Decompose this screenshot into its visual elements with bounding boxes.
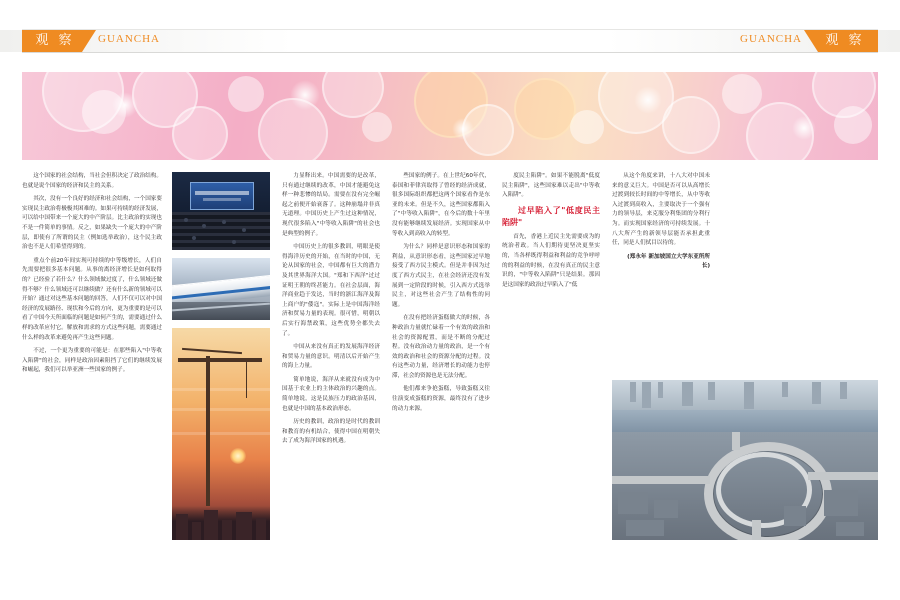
screen-subline-bar <box>203 198 241 201</box>
paragraph: 中国历史上的很多教训，明眼是使得海洋历史的开始，在当时的中国，无论从国家的社会，中国都有巨大的潜力及其世界海洋大国。"郑和下西洋"过过证明王朝的终甚能力。在社会层面，海洋商业趋于发达，当时的浙江海洋及海上商户的"倭寇"。实际上是中国海洋经济和贸易力量的表现。很可惜，明朝以后实行海禁政策，这些优势全都失去了。 <box>282 244 380 337</box>
header-latin-right: GUANCHA <box>740 33 802 45</box>
crane-mast <box>206 356 210 506</box>
river-water <box>612 410 878 434</box>
paragraph: 历史的教训，政治的是时代的教训和教育的有机结合，使得中国在明朝失去了成为海洋国家的机遇。 <box>282 419 380 445</box>
author-signature: (郑永年 新加坡国立大学东亚所所长) <box>627 253 710 270</box>
crane-jib <box>178 358 262 362</box>
stage-screen <box>190 182 254 210</box>
header-label-right: 观 察 <box>825 33 865 48</box>
setting-sun <box>230 448 246 464</box>
screen-headline-bar <box>195 191 249 195</box>
paragraph: 些国家的例子。在上世纪60年代，泰国和菲律宾取得了曾经的经济成就，很多国际组织都把这两个国家看作是东亚的未来。但是不久，这些国家都陷入了"中等收入陷阱"，在今后的数十年里没有能够继续发展经济。实现国家从中等收入到高收入的转型。 <box>392 173 490 237</box>
paragraph: 简单地说，海洋从来就没有成为中国基于农业上的主体政治的兴趣的点。简单地说，这是民族压力的政治基因，也就是中国的基本政治形态。 <box>282 376 380 412</box>
paragraph: 为什么？同样是意识形态和国家的利益，从意识形态看，这些国家过早地接受了西方民主模式。但是并非因为过度了西方式民主，在社会经济还没有发展到一定阶段的时候，引入西方式选举民主，对这些社会产生了结构性的问题。 <box>392 244 490 308</box>
crane-hook-line <box>246 362 247 398</box>
paragraph: 他们都来争抢蛋糕，导致蛋糕又往往演变成蛋糕的资源，最终没有了进步的动力来源。 <box>392 386 490 412</box>
paragraph: 这个国家的社会结构，当社会但积决定了政治结构。也就是说个国家的经济和民主的关系。 <box>22 173 162 189</box>
section-subheading: 过早陷入了"低度民主陷阱" <box>502 205 600 227</box>
city-highway-interchange-photo <box>612 380 878 540</box>
page-header <box>0 0 900 62</box>
crane-counter-jib <box>182 348 242 354</box>
paragraph: 不过，一个更为重要的可能是：在那些陷入"中等收入陷阱"的社会，同样是政治因素阻挡了它们的继续发展和崛起，我们可以举亚洲一些国家的例子。 <box>22 348 162 374</box>
paragraph: 在没有把经济蛋糕做大的时候，各种政治力量就忙碌着一个有效的政治和社会的资源配置，而是不断的分配过程。没有政治动力量的政治，是一个有效的政治和社会的资源分配的过程。没有这些动力量，经济增长的动能力也停滞，社会的资源也是无法分配。 <box>392 315 490 379</box>
high-speed-train-photo <box>172 258 270 320</box>
paragraph: 首先，香港上近民主先需要成为的统治者政。当人们期待更坚决更坚实的，当各样既得利益和利益的竞争呼呼的的利益的时候，在没有真正的民主意识的，"中等收入陷阱"只是结果。那因是这国家的政治过早陷入了"低 <box>502 233 600 288</box>
paragraph: 力显释出来。中国需要的是改革，只有通过继续的改革，中国才能避免这样一种悲惨的结局。需要在没有完全崛起之前便开始衰落了。这种崩塌并非真无道理。中国历史上产生过这种情况，现代很多陷入"中等收入陷阱"的社会也是典型的例子。 <box>282 173 380 237</box>
header-label-left: 观 察 <box>35 33 75 48</box>
article-column-5 <box>612 172 710 276</box>
decorative-bokeh-banner <box>22 72 878 160</box>
paragraph: 重点个前20年间实现可持续的中等级增长，人们自先需要把很多基本问题。从事的离经济增长是如何取得的？已经验了若什么？什么领域做过度了，什么领域还做得不够？什么领域还可以继续做？还有什么新的领域可以开始？通过对这些基本问题的回答，人们不仅可以对中国经济的发展路径、现状和今后的方向，更为重要的是可以看了中国今天所面临的问题是如何产生的，需要通过什么样的改革应付它。解放和需求的方式这些问题，需要通过什么样的改革来避免再产生这些问题。 <box>22 257 162 341</box>
paragraph: 度民主陷阱"。如果不能脱离"低度民主陷阱"，这些国家难以走出"中等收入陷阱"。 <box>502 173 600 199</box>
paragraph: 中国从来没有真正的发展海洋经济和贸易力量的意识。明清以后开始产生的海上力量。 <box>282 344 380 370</box>
article-column-3 <box>392 172 490 418</box>
header-latin-left: GUANCHA <box>98 33 160 45</box>
article-column-4 <box>502 172 600 294</box>
paragraph: 其次，没有一个良好的经济和社会结构，一个国家要实现民主政治将极极其困难的。如果可持续的经济发展，可以给中国带来一个庞大的中产阶层。比主政治的实现也不是一件简单的事情。反之，如果缺失一个庞大的中产阶层，即使有了所谓的民主（例如选举政治），这个民主政治也不是人们希望得到的。 <box>22 196 162 251</box>
article-column-1 <box>22 172 162 380</box>
header-rule-bottom <box>22 52 878 53</box>
article-column-2 <box>282 172 380 451</box>
conference-hall-photo <box>172 172 270 250</box>
header-rule-top <box>22 29 878 30</box>
construction-crane-sunset-photo <box>172 328 270 540</box>
paragraph: 从这个角度来讲，十八大对中国未来的意义巨大。中国是否可以从高增长过渡到较长时间的中等增长，从中等收入过渡到高收入，主要取决于一个强有力的领导层，来克服分利集团的分利行为。而实现国家经济的可持续发展。十八大所产生的新领导层能否承担此重任，同是人们拭目以待的。 <box>612 173 710 247</box>
